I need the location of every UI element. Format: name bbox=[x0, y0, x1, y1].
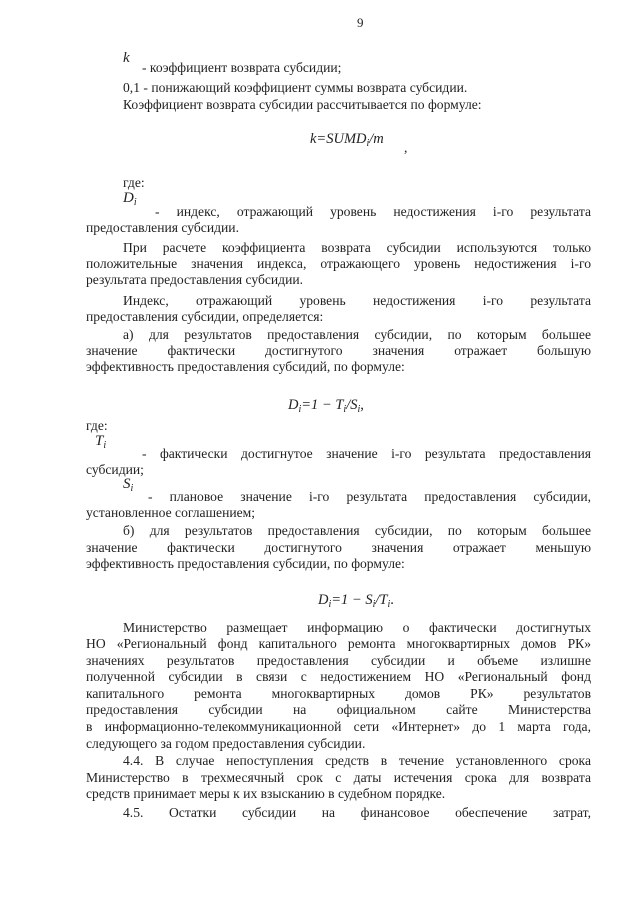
k-definition: - коэффициент возврата субсидии; bbox=[142, 60, 342, 75]
symbol-t: $T_i$ bbox=[95, 433, 107, 451]
clause-4-4-1: 4.4. В случае непоступления средств в течение установленного срока bbox=[123, 753, 591, 768]
clause-4-4-3: средств принимает меры к их взысканию в судебном порядке. bbox=[86, 786, 446, 801]
page-number: 9 bbox=[357, 15, 364, 30]
formula-d-a: $D_i=1 - T_i/S_i$, bbox=[288, 397, 364, 415]
formula-d-b: $D_i=1 - S_i/T_i$. bbox=[318, 592, 394, 610]
t-definition-cont: субсидии; bbox=[86, 462, 144, 477]
ministry-para-4: полученной субсидии в связи с недостижением НО «Региональный фонд bbox=[86, 669, 591, 684]
ministry-para-3: значениях результатов предоставления субсидии и объеме излишне bbox=[86, 653, 591, 668]
line-formula-intro: Коэффициент возврата субсидии рассчитывается по формуле: bbox=[123, 97, 482, 112]
ministry-para-1: Министерство размещает информацию о фактически достигнутых bbox=[123, 620, 591, 635]
symbol-k: k bbox=[123, 50, 130, 66]
item-b-1: б) для результатов предоставления субсидии, по которым большее bbox=[123, 523, 591, 538]
ministry-para-5: капитального ремонта многоквартирных домов РК» результатов bbox=[86, 686, 591, 701]
item-a-3: эффективность предоставления субсидий, по формуле: bbox=[86, 359, 405, 374]
line-reduction-coef: 0,1 - понижающий коэффициент суммы возврата субсидии. bbox=[123, 80, 468, 95]
calc-para-1: При расчете коэффициента возврата субсидии используются только bbox=[123, 240, 591, 255]
formula-k: $k=SUMD_i/m$ bbox=[310, 131, 384, 149]
d-definition-cont: предоставления субсидии. bbox=[86, 220, 239, 235]
formula-k-comma: , bbox=[404, 140, 408, 155]
ministry-para-8: следующего за годом предоставления субсидии. bbox=[86, 736, 366, 751]
where-label-2: где: bbox=[86, 418, 108, 433]
item-b-2: значение фактически достигнутого значения отражает меньшую bbox=[86, 540, 591, 555]
index-para-2: предоставления субсидии, определяется: bbox=[86, 309, 324, 324]
clause-4-4-2: Министерство в трехмесячный срок с даты истечения срока для возврата bbox=[86, 770, 591, 785]
ministry-para-6: предоставления субсидии на официальном сайте Министерства bbox=[86, 702, 591, 717]
symbol-s: $S_i$ bbox=[123, 476, 134, 494]
calc-para-3: результата предоставления субсидии. bbox=[86, 272, 304, 287]
ministry-para-7: в информационно-телекоммуникационной сети «Интернет» до 1 марта года, bbox=[86, 719, 591, 734]
ministry-para-2: НО «Региональный фонд капитального ремонта многоквартирных домов РК» bbox=[86, 636, 591, 651]
s-definition-cont: установленное соглашением; bbox=[86, 505, 256, 520]
symbol-d: $D_i$ bbox=[123, 190, 137, 208]
item-a-1: а) для результатов предоставления субсидии, по которым большее bbox=[123, 327, 591, 342]
calc-para-2: положительные значения индекса, отражающего уровень недостижения i-го bbox=[86, 256, 591, 271]
where-label-1: где: bbox=[123, 175, 145, 190]
item-b-3: эффективность предоставления субсидии, по формуле: bbox=[86, 556, 405, 571]
t-definition: - фактически достигнутое значение i-го результата предоставления bbox=[142, 446, 591, 461]
s-definition: - плановое значение i-го результата предоставления субсидии, bbox=[148, 489, 591, 504]
index-para-1: Индекс, отражающий уровень недостижения i-го результата bbox=[123, 293, 591, 308]
item-a-2: значение фактически достигнутого значения отражает большую bbox=[86, 343, 591, 358]
d-definition: - индекс, отражающий уровень недостижения i-го результата bbox=[155, 204, 591, 219]
clause-4-5: 4.5. Остатки субсидии на финансовое обеспечение затрат, bbox=[123, 805, 591, 820]
